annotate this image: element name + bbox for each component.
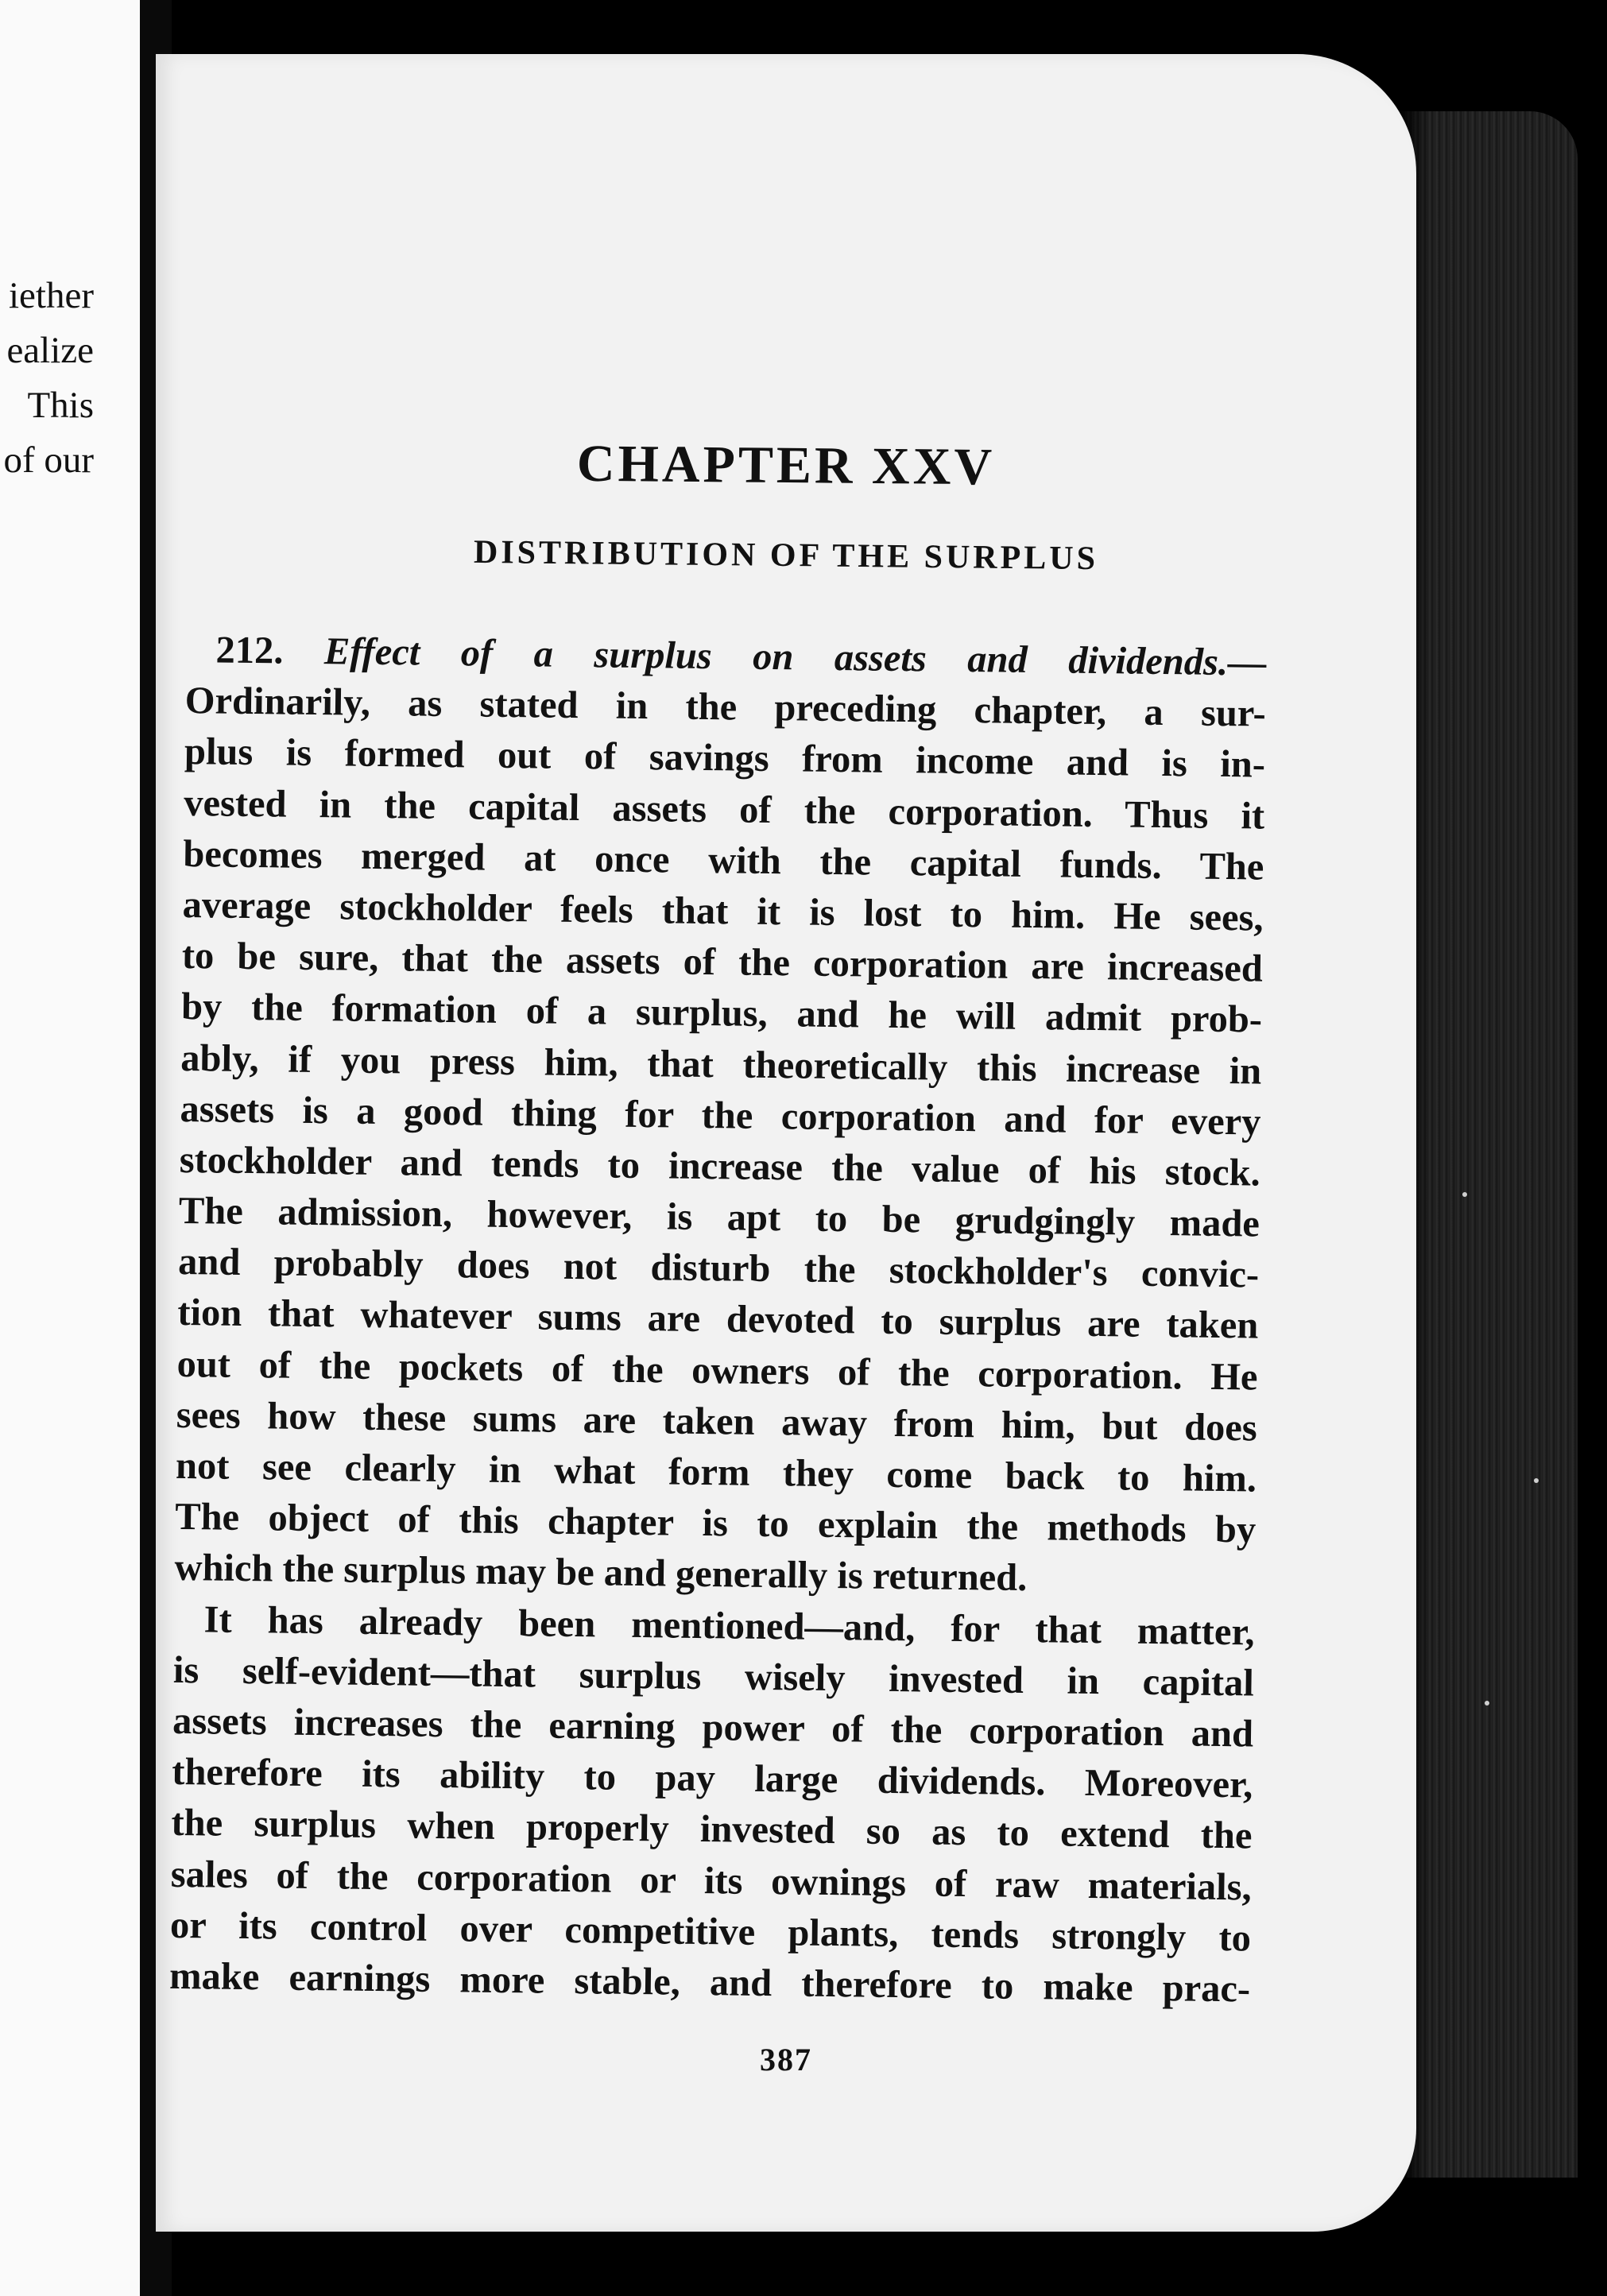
facing-line: ealize — [6, 330, 94, 371]
text-line: becomes merged at once with the capital funds. The — [183, 832, 1264, 889]
text-line: sales of the corporation or its ownings of raw materials, — [170, 1853, 1253, 1908]
text-line: assets is a good thing for the corporation and for every — [180, 1087, 1261, 1144]
text-line: by the formation of a surplus, and he will admit prob- — [180, 985, 1263, 1041]
page-number: 387 — [760, 2042, 812, 2077]
text-line: It has already been mentioned—and, for that matter, — [203, 1597, 1255, 1654]
text-line: Ordinarily, as stated in the preceding chapter, a sur- — [184, 680, 1267, 735]
text-line: is self-evident—that surplus wisely invested in capital — [172, 1648, 1255, 1705]
facing-page-text — [3, 269, 94, 488]
text-line: the surplus when properly invested so as to extend the — [171, 1802, 1253, 1857]
paragraph-1 — [174, 676, 1266, 1607]
book-page — [156, 54, 1416, 2232]
text-line: ably, if you press him, that theoretically this increase in — [180, 1036, 1262, 1093]
text-line: to be sure, that the assets of the corporation are increased — [181, 935, 1264, 990]
page-edges — [1399, 111, 1578, 2178]
speck-mark — [1462, 1192, 1467, 1197]
text-line: and probably does not disturb the stockholder's convic- — [177, 1241, 1260, 1296]
facing-line: iether — [9, 275, 94, 316]
paragraph-2 — [169, 1593, 1255, 2015]
speck-mark — [1534, 1478, 1539, 1483]
text-line: stockholder and tends to increase the value of his stock. — [179, 1138, 1260, 1194]
facing-line: of our — [3, 439, 94, 481]
text-line: The admission, however, is apt to be grudgingly made — [178, 1190, 1260, 1245]
text-line: not see clearly in what form they come back to him. — [175, 1444, 1257, 1500]
text-line: tion that whatever sums are devoted to surplus are taken — [177, 1291, 1259, 1347]
chapter-subtitle: DISTRIBUTION OF THE SURPLUS — [473, 533, 1099, 578]
text-line: out of the pockets of the owners of the corporation. He — [176, 1342, 1258, 1399]
text-line: therefore its ability to pay large dividends. Moreover, — [172, 1751, 1253, 1806]
facing-page — [0, 0, 140, 2296]
section-heading: Effect of a surplus on assets and dividends.— — [323, 630, 1267, 684]
chapter-title: CHAPTER XXV — [576, 434, 996, 497]
text-line: plus is formed out of savings from income and is in- — [184, 730, 1266, 786]
text-line: make earnings more stable, and therefore to make prac- — [168, 1954, 1251, 2011]
text-line: vested in the capital assets of the corporation. Thus it — [183, 781, 1265, 838]
body-text — [169, 625, 1267, 2015]
text-line: or its control over competitive plants, tends strongly to — [169, 1903, 1252, 1960]
text-line: average stockholder feels that it is lost to him. He sees, — [182, 883, 1264, 939]
section-number: 212. — [215, 629, 284, 672]
text-line: The object of this chapter is to explain the methods by — [174, 1496, 1257, 1551]
text-line: assets increases the earning power of the corporation and — [172, 1699, 1254, 1756]
text-line: sees how these sums are taken away from him, but does — [176, 1393, 1258, 1450]
facing-line: This — [27, 385, 94, 426]
speck-mark — [1485, 1701, 1489, 1706]
text-line: which the surplus may be and generally is returned. — [174, 1547, 1028, 1600]
